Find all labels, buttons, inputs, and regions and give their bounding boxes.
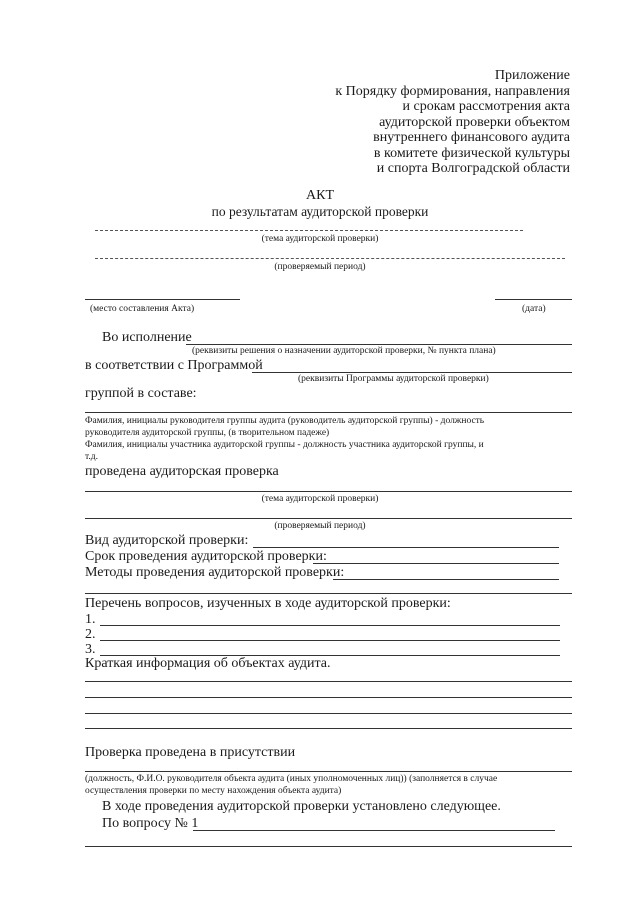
- presence-note-1: (должность, Ф.И.О. руководителя объекта аудита (иных уполномоченных лиц)) (заполняется в случае: [85, 774, 498, 784]
- date-caption: (дата): [522, 304, 546, 314]
- header-line-1: Приложение: [494, 68, 570, 83]
- presence-line: [85, 771, 572, 772]
- group-line: [85, 412, 572, 413]
- question-2-number: 2.: [85, 627, 96, 642]
- document-title: АКТ: [306, 188, 334, 203]
- presence-label: Проверка проведена в присутствии: [85, 745, 296, 760]
- decision-caption: (реквизиты решения о назначении аудиторской проверки, № пункта плана): [192, 346, 496, 356]
- topic-caption: (тема аудиторской проверки): [261, 234, 379, 244]
- brief-label: Краткая информация об объектах аудита.: [85, 656, 331, 671]
- header-line-6: в комитете физической культуры: [373, 146, 570, 161]
- conducted-period-line: [85, 518, 572, 519]
- execution-label: Во исполнение: [102, 330, 192, 345]
- group-label: группой в составе:: [85, 386, 197, 401]
- question-1-number: 1.: [85, 612, 96, 627]
- brief-line-2: [85, 697, 572, 698]
- methods-label: Методы проведения аудиторской проверки:: [85, 565, 345, 580]
- program-caption: (реквизиты Программы аудиторской проверки): [298, 374, 489, 384]
- kind-line: [253, 547, 559, 548]
- topic-caption-2: (тема аудиторской проверки): [261, 494, 379, 504]
- header-line-3: и срокам рассмотрения акта: [402, 99, 570, 114]
- execution-line: [186, 344, 572, 345]
- date-line: [495, 299, 572, 300]
- program-label: в соответствии с Программой: [85, 358, 263, 373]
- brief-line-4: [85, 728, 572, 729]
- question-no-line-2: [85, 846, 572, 847]
- question-1-line: [100, 625, 560, 626]
- conducted-topic-line: [85, 491, 572, 492]
- methods-line: [333, 579, 559, 580]
- group-note-4: т.д.: [85, 452, 99, 462]
- place-line: [85, 299, 240, 300]
- place-caption: (место составления Акта): [90, 304, 195, 314]
- questions-label: Перечень вопросов, изученных в ходе аудиторской проверки:: [85, 596, 451, 611]
- established-text: В ходе проведения аудиторской проверки установлено следующее.: [102, 799, 501, 814]
- header-line-5: внутреннего финансового аудита: [373, 130, 570, 145]
- header-line-2: к Порядку формирования, направления: [335, 84, 570, 99]
- document-subtitle: по результатам аудиторской проверки: [211, 204, 429, 219]
- question-3-number: 3.: [85, 642, 96, 657]
- term-label: Срок проведения аудиторской проверки:: [85, 549, 327, 564]
- methods-line-2: [85, 593, 572, 594]
- brief-line-3: [85, 713, 572, 714]
- question-no-label: По вопросу № 1: [102, 816, 199, 831]
- header-line-7: и спорта Волгоградской области: [376, 161, 570, 176]
- conducted-label: проведена аудиторская проверка: [85, 464, 279, 479]
- period-line: [95, 258, 565, 259]
- program-line: [252, 372, 572, 373]
- term-line: [313, 563, 559, 564]
- group-note-3: Фамилия, инициалы участника аудиторской группы - должность участника аудиторской группы, и: [85, 440, 484, 450]
- kind-label: Вид аудиторской проверки:: [85, 533, 249, 548]
- presence-note-2: осуществления проверки по месту нахождения объекта аудита): [85, 786, 342, 796]
- group-note-2: руководителя аудиторской группы, (в творительном падеже): [85, 428, 330, 438]
- topic-line: [95, 230, 523, 231]
- question-2-line: [100, 640, 560, 641]
- period-caption-2: (проверяемый период): [274, 521, 366, 531]
- header-line-4: аудиторской проверки объектом: [379, 115, 570, 130]
- period-caption: (проверяемый период): [274, 262, 366, 272]
- group-note-1: Фамилия, инициалы руководителя группы аудита (руководитель аудиторской группы) - должность: [85, 416, 485, 426]
- question-no-line: [193, 830, 555, 831]
- brief-line-1: [85, 681, 572, 682]
